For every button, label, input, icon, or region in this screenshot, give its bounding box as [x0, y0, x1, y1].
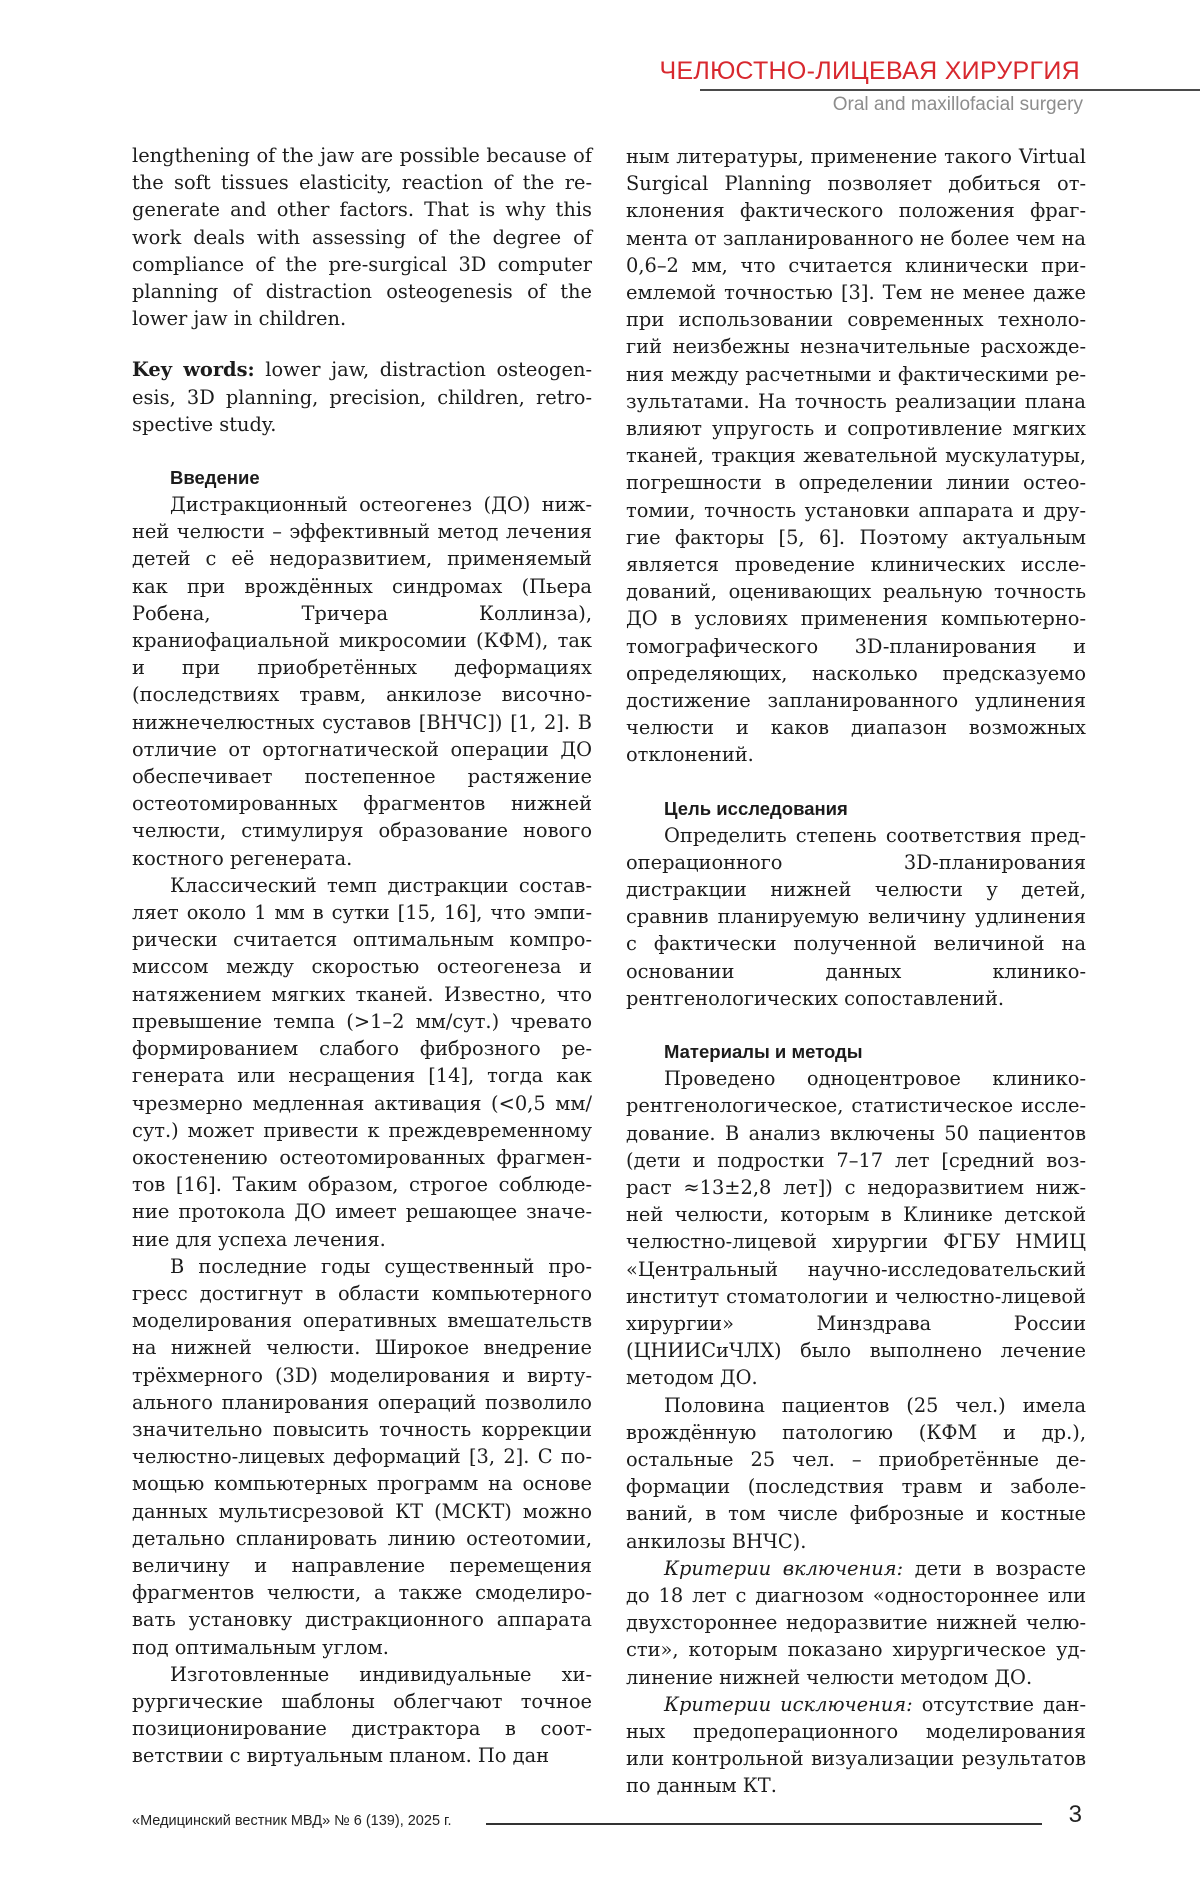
intro-paragraph-1: Дистракционный остеогенез (ДО) нижней челюсти – эффективный метод лечения детей с её недоразвитием, применяемый как при врождённых синдромах (Пьера Робена, Тричера Коллинза), краниофациальной микросомии (КФМ), так и при приобретённых деформациях (последствиях травм, анкилозе височно-нижнечелюстных суставов [ВНЧС]) [1, 2]. В отличие от ортогнатической операции ДО обеспечивает постепенное растяжение остеотомированных фрагментов нижней челюсти, стимулируя образование нового костного регенерата.	[132, 493, 592, 870]
intro-heading: Введение	[170, 467, 260, 489]
page-number: 3	[1068, 1801, 1082, 1828]
left-column	[132, 142, 592, 1770]
methods-paragraph-1: Проведено одноцентровое клиникорентгенологическое, статистическое исследование. В анализ включены 50 пациентов (дети и подростки 7–17 лет [средний возраст ≈13±2,8 лет]) с недоразвитием нижней челюсти, которым в Клинике детской челюстно-лицевой хирургии ФГБУ НМИЦ «Центральный научно-исследовательский институт стоматологии и челюстно-лицевой хирургии» Минздрава России (ЦНИИСиЧЛХ) было выполнено лечение методом ДО.	[626, 1067, 1086, 1390]
intro-paragraph-2: Классический темп дистракции составляет около 1 мм в сутки [15, 16], что эмпирически считается оптимальным компромиссом между скоростью остеогенеза и натяжением мягких тканей. Известно, что превышение темпа (>1–2 мм/сут.) чревато формированием слабого фиброзного регенерата или несращения [14], тогда как чрезмерно медленная активация (<0,5 мм/сут.) может привести к преждевременному окостенению остеотомированных фрагментов [16]. Таким образом, строгое соблюдение протокола ДО имеет решающее значение для успеха лечения.	[132, 873, 592, 1251]
section-title: ЧЕЛЮСТНО-ЛИЦЕВАЯ ХИРУРГИЯ	[659, 57, 1080, 85]
right-column	[626, 143, 1086, 1800]
inclusion-label: Критерии включения:	[664, 1556, 904, 1580]
journal-citation: «Медицинский вестник МВД» № 6 (139), 2025 г.	[132, 1813, 452, 1829]
intro-continuation: ным литературы, применение такого Virtual Surgical Planning позволяет добиться отклонения фактического положения фрагмента от запланированного не более чем на 0,6–2 мм, что считается клинически приемлемой точностью [3]. Тем не менее даже при использовании современных технологий неизбежны незначительные расхождения между расчетными и фактическими результатами. На точность реализации плана влияют упругость и сопротивление мягких тканей, тракция жевательной мускулатуры, погрешности в определении линии остеотомии, точность установки аппарата и другие факторы [5, 6]. Поэтому актуальным является проведение клинических исследований, оценивающих реальную точность ДО в условиях применения компьютернотомографического 3D-планирования и определяющих, насколько предсказуемо достижение запланированного удлинения челюсти и каков диапазон возможных отклонений.	[626, 145, 1086, 767]
intro-paragraph-3: В последние годы существенный прогресс достигнут в области компьютерного моделирования оперативных вмешательств на нижней челюсти. Широкое внедрение трёхмерного (3D) моделирования и виртуального планирования операций позволило значительно повысить точность коррекции челюстно-лицевых деформаций [3, 2]. С помощью компьютерных программ на основе данных мультисрезовой КТ (МСКТ) можно детально спланировать линию остеотомии, величину и направление перемещения фрагментов челюсти, а также смоделировать установку дистракционного аппарата под оптимальным углом.	[132, 1254, 592, 1659]
section-subtitle: Oral and maxillofacial surgery	[832, 94, 1083, 115]
exclusion-label: Критерии исключения:	[664, 1692, 913, 1716]
aim-paragraph: Определить степень соответствия предоперационного 3D-планирования дистракции нижней челюсти у детей, сравнив планируемую величину удлинения с фактически полученной величиной на основании данных клинико-рентгенологических сопоставлений.	[626, 823, 1086, 1010]
abstract-paragraph: lengthening of the jaw are possible because of the soft tissues elasticity, reaction of the regenerate and other factors. That is why this work deals with assessing of the degree of compliance of the pre-surgical 3D computer planning of distraction osteogenesis of the lower jaw in children.	[132, 144, 592, 331]
intro-paragraph-4: Изготовленные индивидуальные хирургические шаблоны облегчают точное позиционирование дистрактора в соответствии с виртуальным планом. По дан	[132, 1662, 592, 1768]
keywords-text: lower jaw, distraction osteogenesis, 3D planning, precision, children, retrospective study.	[132, 358, 592, 436]
inclusion-text: дети в возрасте до 18 лет с диагнозом «одностороннее или двухстороннее недоразвитие нижней челюсти», которым показано хирургическое удлинение нижней челюсти методом ДО.	[626, 1556, 1086, 1689]
header-divider	[700, 89, 1200, 91]
keywords-paragraph	[132, 356, 592, 438]
keywords-label: Key words:	[132, 358, 255, 382]
exclusion-paragraph	[626, 1691, 1086, 1800]
methods-paragraph-2: Половина пациентов (25 чел.) имела врождённую патологию (КФМ и др.), остальные 25 чел. – приобретённые деформации (последствия травм и заболеваний, в том числе фиброзные и костные анкилозы ВНЧС).	[626, 1393, 1086, 1553]
aim-heading: Цель исследования	[664, 797, 848, 819]
footer-divider	[486, 1823, 1042, 1825]
inclusion-paragraph	[626, 1555, 1086, 1691]
exclusion-text: отсутствие данных предоперационного моделирования или контрольной визуализации результатов по данным КТ.	[626, 1692, 1086, 1798]
methods-heading: Материалы и методы	[664, 1041, 863, 1063]
